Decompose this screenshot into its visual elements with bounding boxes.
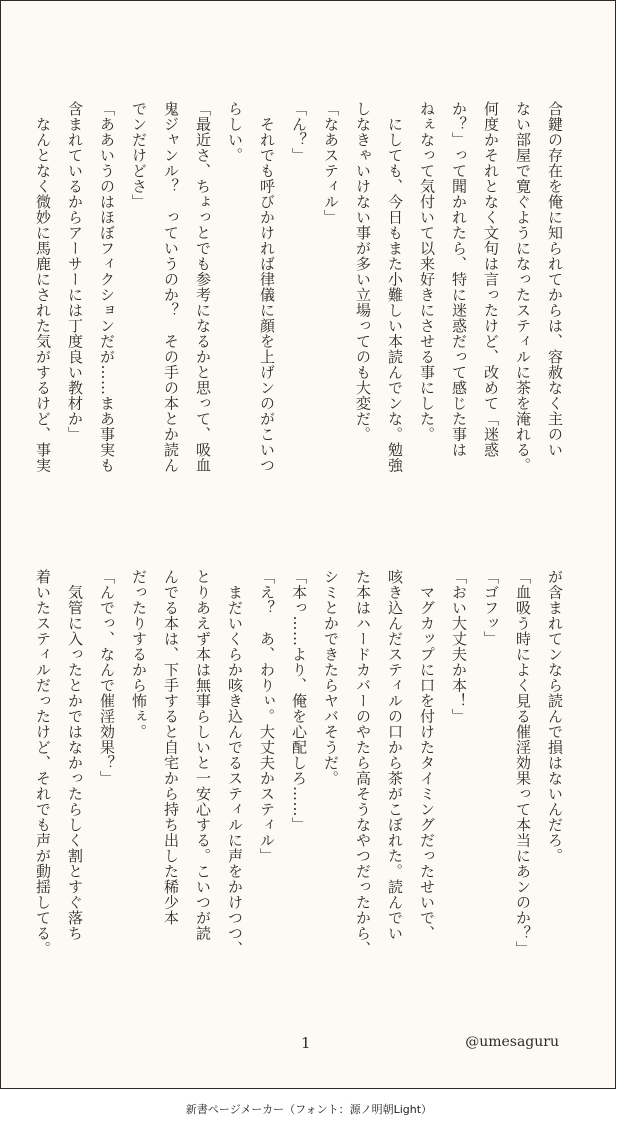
page-number: 1 [301,1034,311,1052]
text-line: 気管に入ったとかではなかったらしく割とすぐ落ち [66,569,84,941]
text-line: 「おい大丈夫か本！」 [450,569,468,724]
text-line: 「え？ あ、わりぃ。大丈夫かスティル」 [258,569,276,864]
text-line: とりあえず本は無事らしいと一安心する。こいつが読 [194,569,212,941]
text-line: 咳き込んだスティルの口から茶がこぼれた。読んでい [386,569,404,941]
text-line: ない部屋で寛ぐようになったスティルに茶を淹れる。 [514,101,532,473]
text-line: 鬼ジャンル？ っていうのか？ その手の本とか読ん [162,101,180,473]
text-line: が含まれてンなら読んで損はないんだろ。 [546,569,564,864]
text-line: 着いたスティルだったけど、それでも声が動揺してる。 [34,569,52,957]
text-line: それでも呼びかければ律儀に顔を上げンのがこいつ [258,101,276,473]
text-line: マグカップに口を付けたタイミングだったせいで、 [418,569,436,941]
upper-text-block [27,101,571,531]
text-line: か？」って聞かれたら、特に迷惑だって感じた事は [450,101,468,458]
text-line: 合鍵の存在を俺に知られてからは、容赦なく主のい [546,101,564,458]
text-line: らしい。 [226,101,244,163]
lower-text-block [27,569,571,989]
text-line: 「ん？」 [290,101,308,163]
text-line: 含まれているからアーサーには丁度良い教材か」 [66,101,84,442]
generator-credit: 新書ページメーカー（フォント：源ノ明朝Light） [185,1103,433,1116]
text-line: 「最近さ、ちょっとでも参考になるかと思って、吸血 [194,101,212,473]
text-line: 何度かそれとなく文句は言ったけど、改めて「迷惑 [482,101,500,458]
text-line: んでる本は、下手すると自宅から持ち出した稀少本 [162,569,180,926]
text-line: 「本っ……より、俺を心配しろ……」 [290,569,308,833]
text-line: シミとかできたらヤバそうだ。 [322,569,340,786]
text-line: でンだけどさ」 [130,101,148,210]
text-line: 「血吸う時によく見る催淫効果って本当にあンのか？」 [514,569,532,957]
text-line: 「んでっ、なんで催淫効果？」 [98,569,116,786]
text-line: た本はハードカバーのやたら高そうなやつだったから、 [354,569,372,957]
text-line: 「ゴフッ」 [482,569,500,647]
text-line: まだいくらか咳き込んでるスティルに声をかけつつ、 [226,569,244,957]
author-handle: @umesaguru [465,1034,559,1050]
text-line: だったりするから怖ぇ。 [130,569,148,740]
text-line: なんとなく微妙に馬鹿にされた気がするけど、事実 [34,101,52,473]
text-line: にしても、今日もまた小難しい本読んでンな。勉強 [386,101,404,473]
text-line: ねぇなって気付いて以来好きにさせる事にした。 [418,101,436,442]
text-line: 「なあスティル」 [322,101,340,225]
text-line: 「ああいうのはほぼフィクションだが……まあ事実も [98,101,116,473]
text-line: しなきゃいけない事が多い立場ってのも大変だ。 [354,101,372,442]
